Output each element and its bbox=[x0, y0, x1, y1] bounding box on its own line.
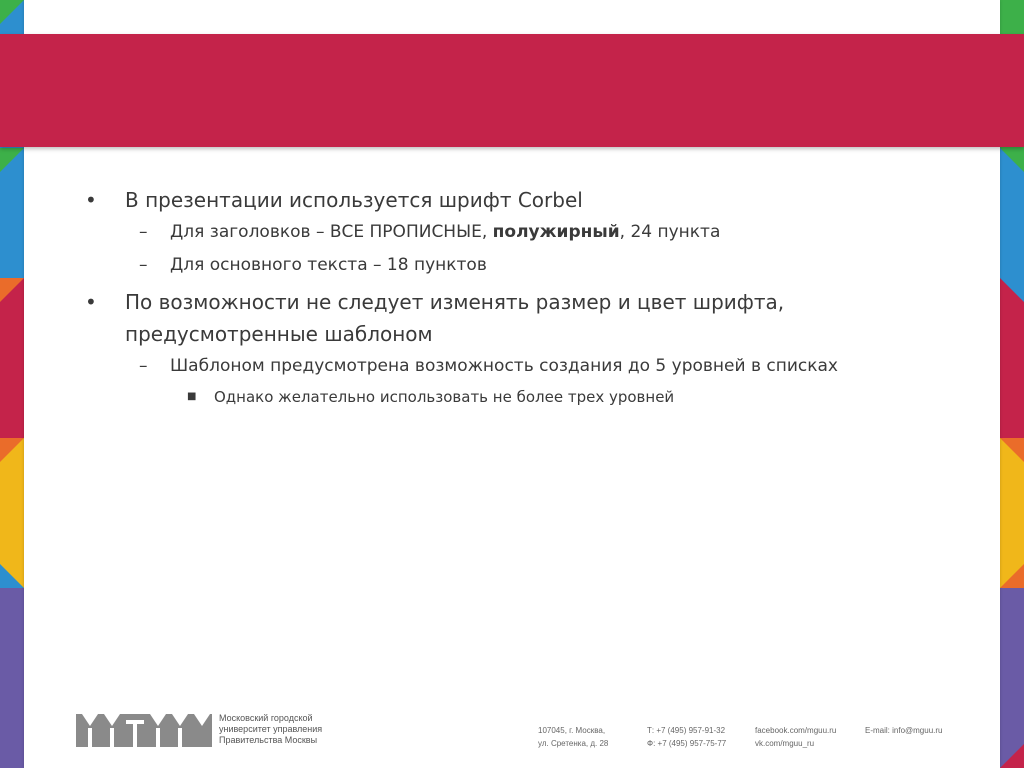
sub-bullet-item bbox=[80, 249, 960, 282]
university-name bbox=[219, 713, 322, 746]
sub-sub-bullet-text: Однако желательно использовать не более трех уровней bbox=[214, 388, 675, 406]
footer-email bbox=[865, 724, 942, 737]
sub-sub-bullet-item bbox=[80, 383, 960, 411]
phone-line: Т: +7 (495) 957-91-32 bbox=[647, 726, 726, 735]
facebook-link[interactable]: facebook.com/mguu.ru bbox=[755, 726, 837, 735]
square-marker: ■ bbox=[187, 391, 197, 402]
bullet-list bbox=[80, 184, 960, 411]
footer-phones bbox=[647, 724, 726, 750]
address-line: 107045, г. Москва, bbox=[538, 726, 606, 735]
title-band bbox=[0, 34, 1024, 147]
sub-bullet-text-prefix: Для заголовков – ВСЕ ПРОПИСНЫЕ, bbox=[170, 222, 493, 242]
vk-link[interactable]: vk.com/mguu_ru bbox=[755, 739, 815, 748]
bullet-marker: • bbox=[85, 290, 97, 314]
sub-bullet-text: Шаблоном предусмотрена возможность создания до 5 уровней в списках bbox=[170, 356, 838, 376]
university-name-line: Правительства Москвы bbox=[219, 735, 318, 745]
mguu-logo-icon bbox=[76, 714, 212, 747]
dash-marker: – bbox=[139, 222, 148, 242]
bullet-item bbox=[80, 286, 960, 350]
fax-line: Ф: +7 (495) 957-75-77 bbox=[647, 739, 727, 748]
footer-address bbox=[538, 724, 608, 750]
footer bbox=[0, 700, 1024, 768]
sub-bullet-text-suffix: , 24 пункта bbox=[619, 222, 721, 242]
university-name-line: Московский городской bbox=[219, 713, 313, 723]
dash-marker: – bbox=[139, 356, 148, 376]
sub-bullet-item bbox=[80, 216, 960, 249]
bullet-text: В презентации используется шрифт Corbel bbox=[125, 188, 583, 212]
bullet-text-line-1: По возможности не следует изменять размер и цвет шрифта, bbox=[125, 290, 785, 314]
university-name-line: университет управления bbox=[219, 724, 323, 734]
bullet-text-line-2: предусмотренные шаблоном bbox=[125, 322, 433, 346]
sub-bullet-item bbox=[80, 350, 960, 383]
email-link[interactable]: E-mail: info@mguu.ru bbox=[865, 726, 943, 735]
address-line: ул. Сретенка, д. 28 bbox=[538, 739, 609, 748]
bullet-marker: • bbox=[85, 188, 97, 212]
dash-marker: – bbox=[139, 255, 148, 275]
sub-bullet-text-bold: полужирный bbox=[492, 222, 620, 242]
footer-social bbox=[755, 724, 836, 750]
bullet-item bbox=[80, 184, 960, 216]
sub-bullet-text: Для основного текста – 18 пунктов bbox=[170, 255, 487, 275]
